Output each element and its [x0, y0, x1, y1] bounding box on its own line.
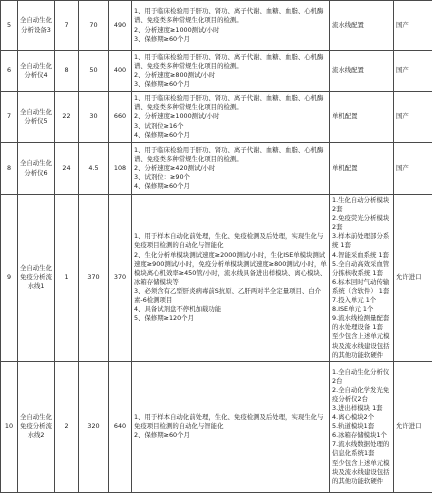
feature-line: 2、分析速度≥1000测试/小时 [134, 26, 327, 35]
feature-line: 2、生化分析单模块测试速度≥2000测试/小时，生化ISE单模块测试速度≥900测试/小时，免疫分析单模块测试速度≥800测试/小时，单模块离心机效率≥450管/小时，流水线具备进出样模块、离心模块、冰箱存储模块等 [134, 251, 327, 287]
config-line: 7.流水线数据处理的信息化系统1套 [332, 440, 391, 458]
features-cell [132, 1, 330, 51]
config-cell [330, 143, 394, 195]
origin: 允许进口 [394, 361, 432, 492]
total-price: 108 [109, 143, 132, 195]
feature-line: 1、用于临床检验用于肝功、肾功、离子代谢、血糖、血脂、心机酶谱、免疫类多种常规生化项目的检测。 [134, 94, 327, 112]
config-line: 4.智能采血系统 1套 [332, 251, 391, 260]
feature-line: 4、具备试剂盘不停机加载功能 [134, 305, 327, 314]
config-line: 5.全自动高效采血管分拣核收系统 1套 [332, 260, 391, 278]
config-line: 单机配置 [332, 164, 391, 173]
row-number: 7 [1, 92, 18, 143]
table-row [1, 195, 432, 362]
origin: 国产 [394, 1, 432, 51]
config-line: 至少包含上述单元模块及流水线建设包括的其他功能软硬件 [332, 332, 391, 359]
feature-line: 3、试剂位≥16个 [134, 122, 327, 131]
features-cell [132, 92, 330, 143]
quantity: 22 [55, 92, 79, 143]
row-number: 5 [1, 1, 18, 51]
row-number: 10 [1, 361, 18, 492]
equipment-name: 全自动生化分析仪5 [18, 92, 55, 143]
equipment-name: 全自动生化免疫分析流水线2 [18, 361, 55, 492]
unit-price: 4.5 [79, 143, 109, 195]
feature-line: 2、分析速度≥420测试/小时 [134, 164, 327, 173]
feature-line: 5、保修期≥120个月 [134, 314, 327, 323]
table-row [1, 143, 432, 195]
config-line: 3.样本前处理部分系统 1套 [332, 232, 391, 250]
quantity: 24 [55, 143, 79, 195]
feature-line: 2、分析速度≥1000测试/小时 [134, 112, 327, 121]
unit-price: 50 [79, 51, 109, 92]
config-line: 3.进出样模块 1套 [332, 404, 391, 413]
total-price: 370 [109, 195, 132, 362]
unit-price: 320 [79, 361, 109, 492]
origin: 允许进口 [394, 195, 432, 362]
config-line: 单机配置 [332, 112, 391, 121]
features-cell [132, 51, 330, 92]
origin: 国产 [394, 143, 432, 195]
feature-line: 3、试剂位：≥90个 [134, 173, 327, 182]
total-price: 640 [109, 361, 132, 492]
config-cell [330, 361, 394, 492]
quantity: 7 [55, 1, 79, 51]
feature-line: 1、用于样本自动化前处理，生化、免疫检测及后处理，实现生化与免疫项目检测的自动化与智能化 [134, 413, 327, 431]
feature-line: 2、保修期≥60个月 [134, 431, 327, 440]
config-cell [330, 92, 394, 143]
row-number: 6 [1, 51, 18, 92]
feature-line: 4、保修期≥60个月 [134, 182, 327, 191]
config-line: 流水线配置 [332, 66, 391, 75]
config-line: 2.免疫荧光分析模块 2套 [332, 214, 391, 232]
equipment-name: 全自动生化分析仪4 [18, 51, 55, 92]
config-line: 8.ISE单元 1个 [332, 305, 391, 314]
config-line: 4.离心模块2个 [332, 413, 391, 422]
config-cell [330, 1, 394, 51]
feature-line: 3、保修期≥60个月 [134, 80, 327, 89]
config-line: 2.全自动化学发光免疫分析仪2台 [332, 386, 391, 404]
row-number: 8 [1, 143, 18, 195]
unit-price: 70 [79, 1, 109, 51]
quantity: 2 [55, 361, 79, 492]
config-cell [330, 195, 394, 362]
features-cell [132, 195, 330, 362]
config-line: 6.标本回时气动传输系统（含软件） 1套 [332, 278, 391, 296]
row-number: 9 [1, 195, 18, 362]
origin: 国产 [394, 51, 432, 92]
feature-line: 1、用于临床检验用于肝功、肾功、离子代谢、血糖、血脂、心机酶谱、免疫类多种常规生化项目的检测。 [134, 146, 327, 164]
config-line: 流水线配置 [332, 21, 391, 30]
features-cell [132, 361, 330, 492]
config-line: 7.投入单元 1个 [332, 296, 391, 305]
feature-line: 2、分析速度≥800测试/小时 [134, 71, 327, 80]
features-cell [132, 143, 330, 195]
feature-line: 3、保修期≥60个月 [134, 35, 327, 44]
config-line: 6.冰箱存储模块1个 [332, 431, 391, 440]
config-line: 1.全自动生化分析仪 2台 [332, 368, 391, 386]
table-row [1, 51, 432, 92]
config-line: 1.生化自动分析模块 2套 [332, 196, 391, 214]
quantity: 1 [55, 195, 79, 362]
equipment-name: 全自动生化分析仪6 [18, 143, 55, 195]
feature-line: 4、保修期≥60个月 [134, 131, 327, 140]
unit-price: 370 [79, 195, 109, 362]
feature-line: 1、用于样本自动化前处理，生化、免疫检测及后处理，实现生化与免疫项目检测的自动化与智能化 [134, 232, 327, 250]
config-line: 至少包含上述单元模块及流水线建设包括的其他功能软硬件 [332, 459, 391, 486]
feature-line: 3、必须含有乙型肝炎病毒前S抗原、乙肝两对半全定量项目、白介素-6检测项目 [134, 287, 327, 305]
config-line: 5.轨道模块1套 [332, 422, 391, 431]
total-price: 660 [109, 92, 132, 143]
quantity: 8 [55, 51, 79, 92]
config-line: 9.流水线检测量配套的水处理设备 1套 [332, 314, 391, 332]
table-row [1, 361, 432, 492]
feature-line: 1、用于临床检验用于肝功、肾功、离子代谢、血糖、血脂、心机酶谱、免疫类多种常规生化项目的检测。 [134, 53, 327, 71]
unit-price: 30 [79, 92, 109, 143]
total-price: 400 [109, 51, 132, 92]
origin: 国产 [394, 92, 432, 143]
table-row [1, 92, 432, 143]
total-price: 490 [109, 1, 132, 51]
config-cell [330, 51, 394, 92]
equipment-name: 全自动生化免疫分析流水线1 [18, 195, 55, 362]
equipment-name: 全自动生化分析设备3 [18, 1, 55, 51]
table-row [1, 1, 432, 51]
feature-line: 1、用于临床检验用于肝功、肾功、离子代谢、血糖、血脂、心机酶谱、免疫类多种常规生化项目的检测。 [134, 7, 327, 25]
